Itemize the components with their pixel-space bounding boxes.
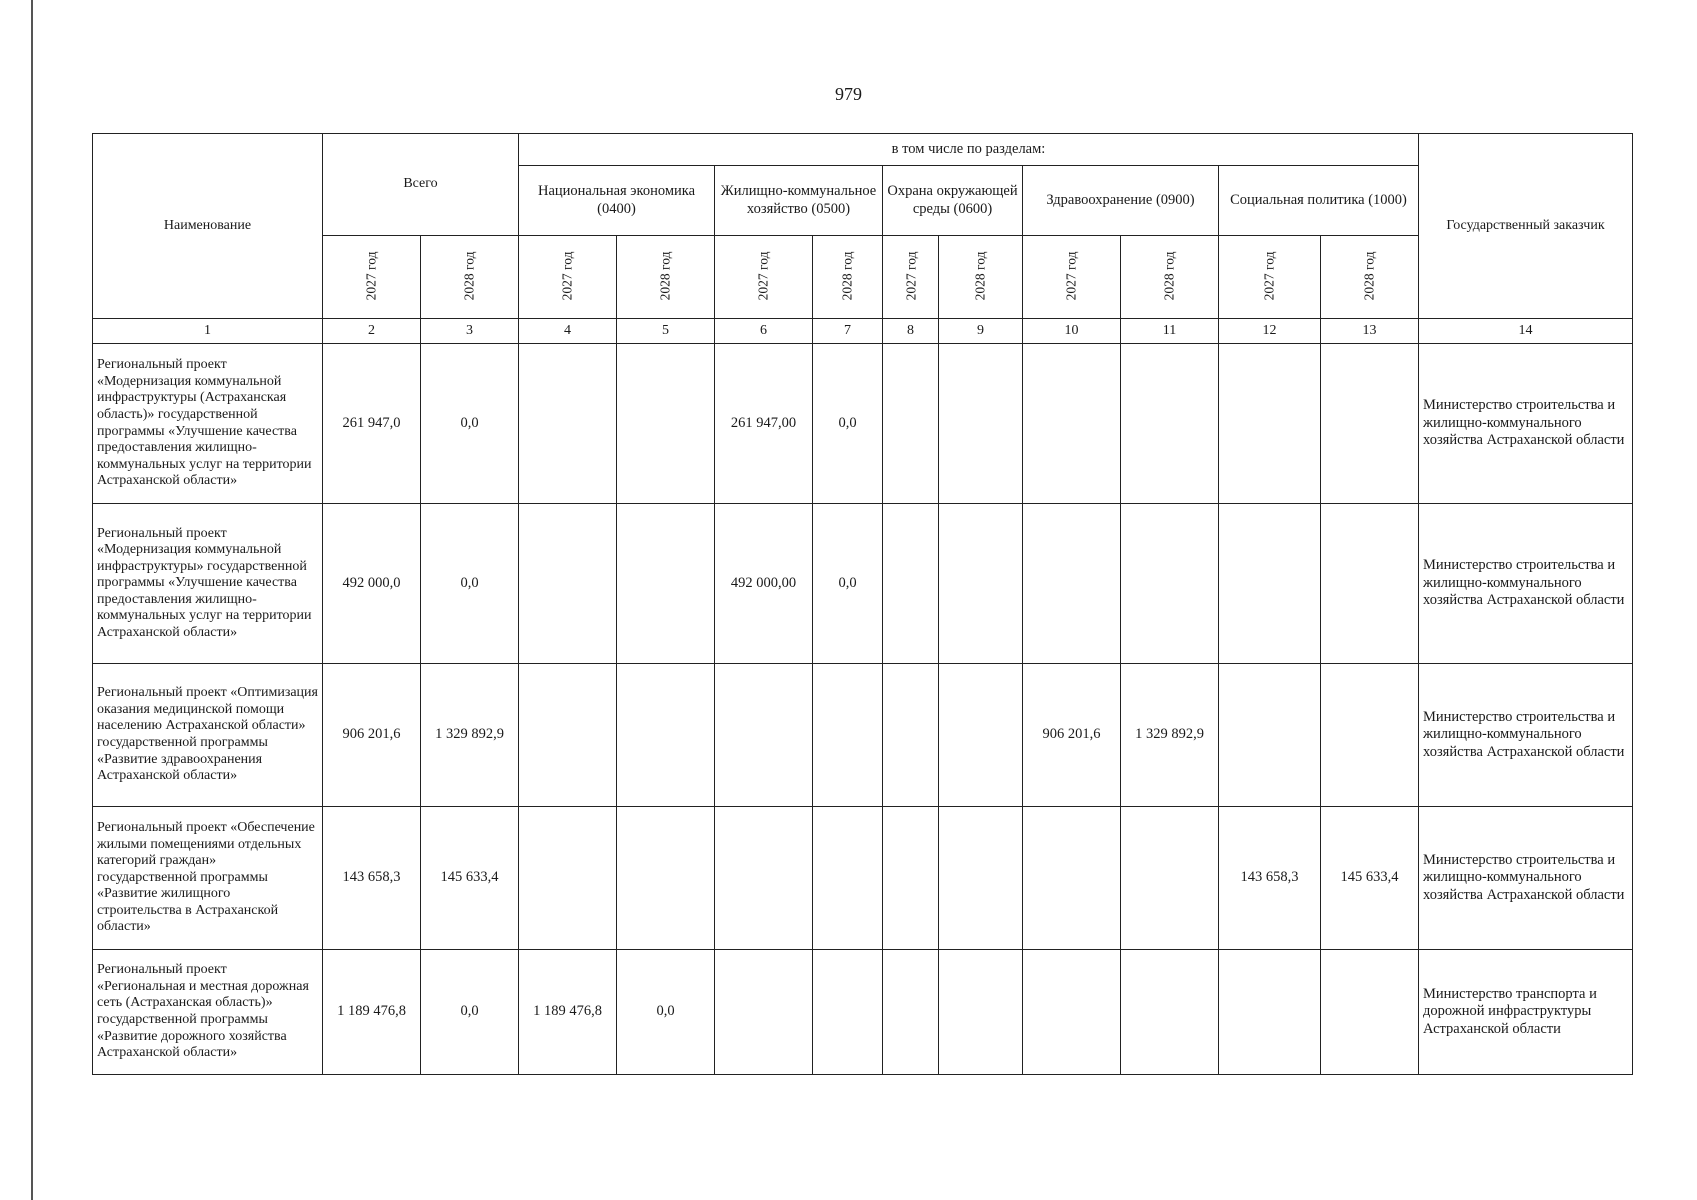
year-label: 2027 год: [363, 251, 379, 301]
amount-cell: [939, 807, 1023, 950]
amount-cell: 261 947,0: [323, 344, 421, 504]
amount-cell: [939, 504, 1023, 664]
table-row: [93, 504, 1633, 664]
amount-cell: 0,0: [813, 504, 883, 664]
amount-cell: 0,0: [421, 950, 519, 1075]
page-margin-line: [31, 0, 33, 1200]
amount-cell: [939, 664, 1023, 807]
year-header: [715, 236, 813, 319]
amount-cell: 143 658,3: [323, 807, 421, 950]
project-name: Региональный проект «Модернизация коммунальной инфраструктуры (Астраханская область)» государственной программы «Улучшение качества предоставления жилищно-коммунальных услуг на территории Астраханской области»: [93, 344, 323, 504]
amount-cell: [617, 664, 715, 807]
year-header: [519, 236, 617, 319]
year-header: [421, 236, 519, 319]
amount-cell: [519, 344, 617, 504]
amount-cell: [1023, 504, 1121, 664]
amount-cell: 261 947,00: [715, 344, 813, 504]
column-index: 2: [323, 319, 421, 344]
header-section-0400: Национальная экономика (0400): [519, 166, 715, 236]
amount-cell: [519, 807, 617, 950]
header-section-0600: Охрана окружающей среды (0600): [883, 166, 1023, 236]
amount-cell: 1 189 476,8: [323, 950, 421, 1075]
header-section-1000: Социальная политика (1000): [1219, 166, 1419, 236]
header-name: Наименование: [93, 134, 323, 319]
amount-cell: [1321, 664, 1419, 807]
amount-cell: 906 201,6: [1023, 664, 1121, 807]
table-row: [93, 807, 1633, 950]
amount-cell: 1 189 476,8: [519, 950, 617, 1075]
year-label: 2027 год: [1063, 251, 1079, 301]
customer-cell: Министерство строительства и жилищно-коммунального хозяйства Астраханской области: [1419, 807, 1633, 950]
project-name: Региональный проект «Региональная и местная дорожная сеть (Астраханская область)» государственной программы «Развитие дорожного хозяйства Астраханской области»: [93, 950, 323, 1075]
column-index: 4: [519, 319, 617, 344]
year-header: [1023, 236, 1121, 319]
year-label: 2027 год: [755, 251, 771, 301]
amount-cell: 145 633,4: [421, 807, 519, 950]
year-label: 2028 год: [461, 251, 477, 301]
amount-cell: [715, 950, 813, 1075]
header-total: Всего: [323, 134, 519, 236]
amount-cell: [1219, 664, 1321, 807]
customer-cell: Министерство строительства и жилищно-коммунального хозяйства Астраханской области: [1419, 344, 1633, 504]
year-header: [617, 236, 715, 319]
amount-cell: [1121, 950, 1219, 1075]
amount-cell: [617, 504, 715, 664]
amount-cell: [1121, 504, 1219, 664]
year-header: [813, 236, 883, 319]
amount-cell: [1023, 344, 1121, 504]
year-label: 2028 год: [972, 251, 988, 301]
page-number: 979: [835, 84, 862, 104]
amount-cell: 906 201,6: [323, 664, 421, 807]
amount-cell: [883, 950, 939, 1075]
amount-cell: [939, 950, 1023, 1075]
project-name: Региональный проект «Модернизация коммунальной инфраструктуры» государственной программы «Улучшение качества предоставления жилищно-коммунальных услуг на территории Астраханской области»: [93, 504, 323, 664]
amount-cell: 1 329 892,9: [421, 664, 519, 807]
amount-cell: [1219, 950, 1321, 1075]
customer-cell: Министерство транспорта и дорожной инфраструктуры Астраханской области: [1419, 950, 1633, 1075]
year-label: 2027 год: [1261, 251, 1277, 301]
column-index: 12: [1219, 319, 1321, 344]
column-index: 8: [883, 319, 939, 344]
year-label: 2027 год: [559, 251, 575, 301]
header-section-0500: Жилищно-коммунальное хозяйство (0500): [715, 166, 883, 236]
column-index: 1: [93, 319, 323, 344]
amount-cell: [883, 504, 939, 664]
column-index: 13: [1321, 319, 1419, 344]
amount-cell: [883, 807, 939, 950]
year-header: [323, 236, 421, 319]
column-index: 14: [1419, 319, 1633, 344]
year-label: 2028 год: [1161, 251, 1177, 301]
amount-cell: [1023, 950, 1121, 1075]
amount-cell: [617, 807, 715, 950]
column-index: 9: [939, 319, 1023, 344]
amount-cell: [1219, 344, 1321, 504]
amount-cell: 0,0: [421, 344, 519, 504]
amount-cell: [1321, 504, 1419, 664]
amount-cell: [813, 950, 883, 1075]
amount-cell: [715, 664, 813, 807]
column-index: 11: [1121, 319, 1219, 344]
amount-cell: [1321, 344, 1419, 504]
header-customer: Государственный заказчик: [1419, 134, 1633, 319]
customer-cell: Министерство строительства и жилищно-коммунального хозяйства Астраханской области: [1419, 504, 1633, 664]
year-header: [1321, 236, 1419, 319]
year-header: [1219, 236, 1321, 319]
amount-cell: 145 633,4: [1321, 807, 1419, 950]
amount-cell: [883, 664, 939, 807]
year-header: [939, 236, 1023, 319]
amount-cell: [1121, 807, 1219, 950]
column-index: 5: [617, 319, 715, 344]
amount-cell: 1 329 892,9: [1121, 664, 1219, 807]
project-name: Региональный проект «Обеспечение жилыми помещениями отдельных категорий граждан» государственной программы «Развитие жилищного строительства в Астраханской области»: [93, 807, 323, 950]
column-index: 10: [1023, 319, 1121, 344]
year-header: [1121, 236, 1219, 319]
amount-cell: 143 658,3: [1219, 807, 1321, 950]
amount-cell: [1121, 344, 1219, 504]
amount-cell: [1321, 950, 1419, 1075]
amount-cell: [883, 344, 939, 504]
header-section-0900: Здравоохранение (0900): [1023, 166, 1219, 236]
budget-table: [92, 133, 1633, 1075]
year-label: 2028 год: [839, 251, 855, 301]
year-label: 2028 год: [1361, 251, 1377, 301]
table-row: [93, 344, 1633, 504]
amount-cell: [519, 664, 617, 807]
amount-cell: [1219, 504, 1321, 664]
year-label: 2027 год: [903, 251, 919, 301]
amount-cell: 0,0: [421, 504, 519, 664]
amount-cell: [1023, 807, 1121, 950]
amount-cell: 0,0: [813, 344, 883, 504]
amount-cell: [519, 504, 617, 664]
amount-cell: [715, 807, 813, 950]
table-row: [93, 664, 1633, 807]
amount-cell: [813, 664, 883, 807]
year-label: 2028 год: [657, 251, 673, 301]
amount-cell: 492 000,00: [715, 504, 813, 664]
amount-cell: 492 000,0: [323, 504, 421, 664]
amount-cell: [617, 344, 715, 504]
amount-cell: [813, 807, 883, 950]
column-index: 3: [421, 319, 519, 344]
amount-cell: [939, 344, 1023, 504]
amount-cell: 0,0: [617, 950, 715, 1075]
header-including: в том числе по разделам:: [519, 134, 1419, 166]
customer-cell: Министерство строительства и жилищно-коммунального хозяйства Астраханской области: [1419, 664, 1633, 807]
column-index: 6: [715, 319, 813, 344]
table-row: [93, 950, 1633, 1075]
year-header: [883, 236, 939, 319]
project-name: Региональный проект «Оптимизация оказания медицинской помощи населению Астраханской области» государственной программы «Развитие здравоохранения Астраханской области»: [93, 664, 323, 807]
column-index: 7: [813, 319, 883, 344]
